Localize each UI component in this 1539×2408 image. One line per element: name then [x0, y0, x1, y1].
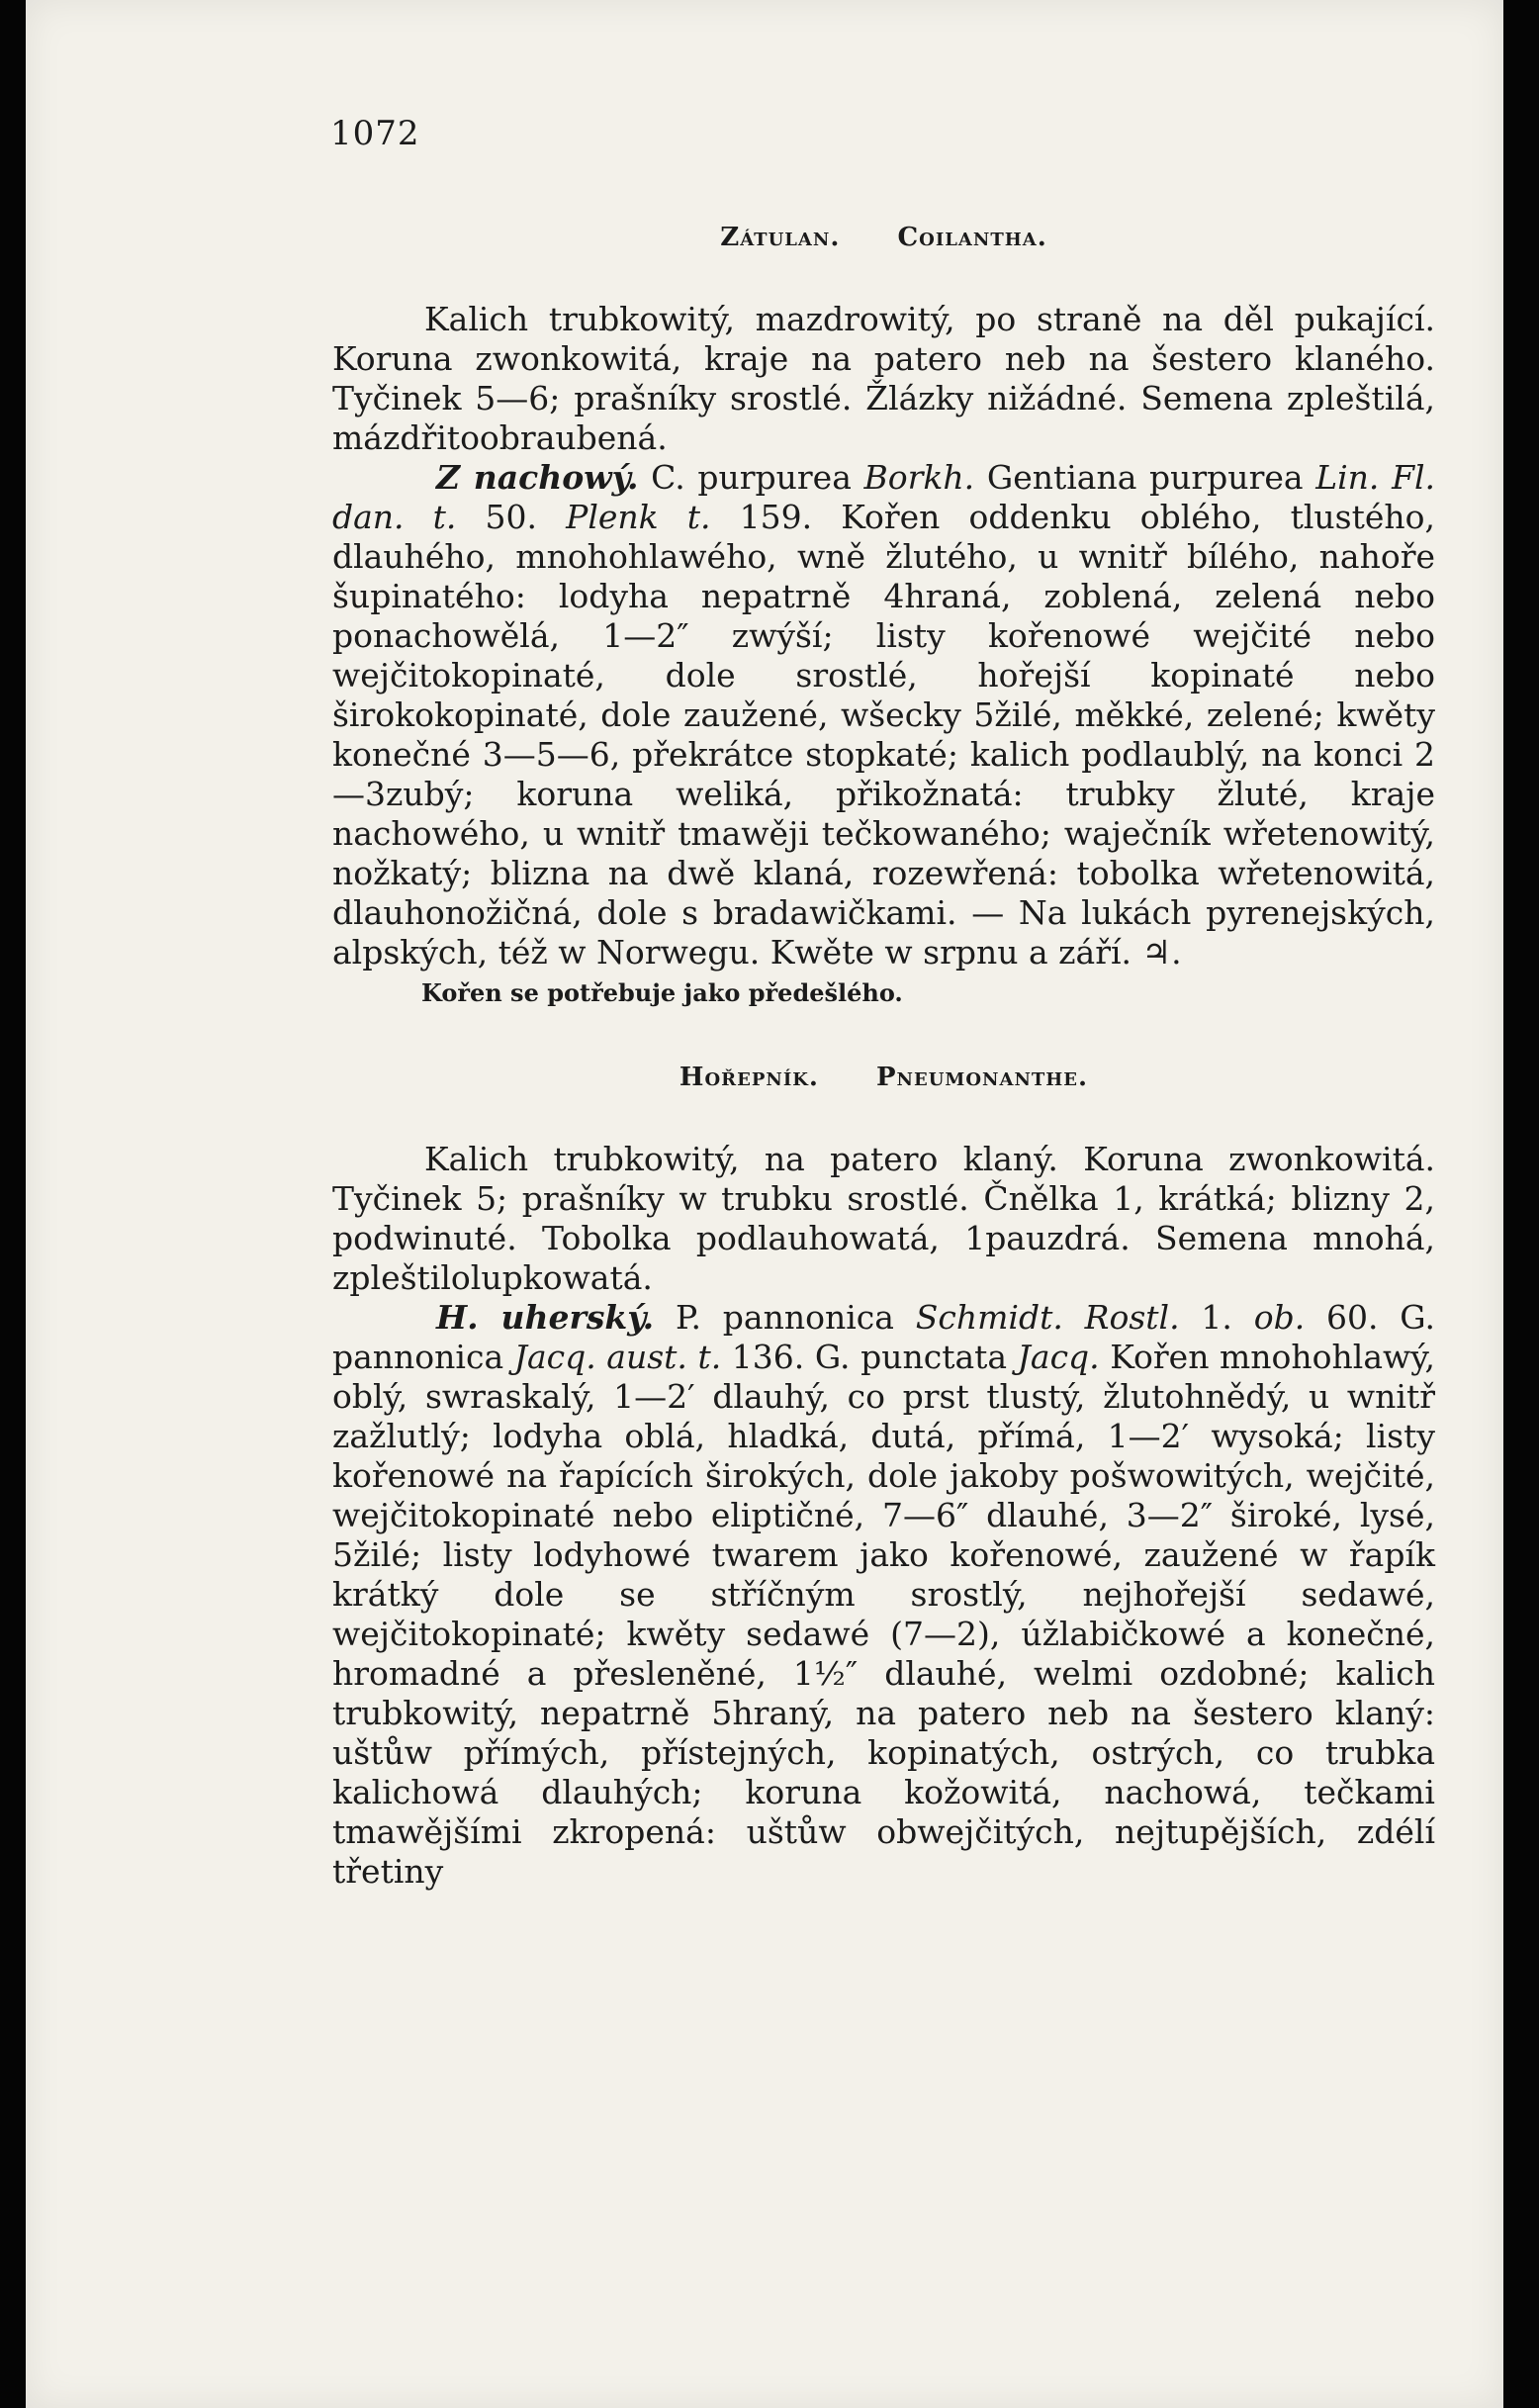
heading-czech: Hořepník. [679, 1063, 819, 1092]
synonym-2-author: Jacq. [1017, 1338, 1100, 1376]
genus-heading-pneumonanthe [332, 1063, 1435, 1092]
reference-ob: ob. [1253, 1298, 1306, 1337]
genus-description: Kalich trubkowitý, mazdrowitý, po straně na děl pukající. Koruna zwonkowitá, kraje na patero neb na šestero klaného. Tyčinek 5—6; prašníky srostlé. Žlázky nižádné. Semena zpleštilá, mázdřitoobraubená. [332, 300, 1435, 457]
synonym-author: Lin. [1315, 458, 1380, 497]
book-page [26, 0, 1503, 2408]
species-latin: C. purpurea [651, 458, 852, 497]
reference-number-2: 159. [739, 498, 813, 536]
page-number: 1072 [330, 114, 420, 153]
heading-latin: Pneumonanthe. [876, 1063, 1089, 1092]
heading-latin: Coilantha. [897, 223, 1047, 252]
species-author: Borkh. [863, 458, 975, 497]
synonym-reference: Jacq. aust. t. [513, 1338, 722, 1376]
species-entry-purpurea [332, 458, 1435, 972]
usage-note: Kořen se potřebuje jako předešlého. [421, 978, 903, 1007]
species-entry-pannonica [332, 1298, 1435, 1892]
species-latin: P. pannonica [675, 1298, 894, 1337]
synonym-number: 136. [731, 1338, 805, 1376]
reference-number: 60. [1326, 1298, 1379, 1337]
species-author: Schmidt. Rostl. [915, 1298, 1180, 1337]
reference-plenk: Plenk t. [566, 498, 711, 536]
page-content [332, 114, 1435, 1892]
species-description: Kořen mnohohlawý, oblý, swraskalý, 1—2′ dlauhý, co prst tlustý, žlutohnědý, u wnitř zažlutlý; lodyha oblá, hladká, dutá, přímá, 1—2′ wysoká; listy kořenowé na řapících širokých, dole jakoby pošwowitých, wejčité, wejčitokopinaté nebo eliptičné, 7—6″ dlauhé, 3—2″ široké, lysé, 5žilé; listy lodyhowé twarem jako kořenowé, zaužené w řapík krátký dole se stříčným srostlý, nejhořejší sedawé, wejčitokopinaté; kwěty sedawé (7—2), úžlabičkowé a konečné, hromadné a přesleněné, 1½″ dlauhé, welmi ozdobné; kalich trubkowitý, nepatrně 5hraný, na patero neb na šestero klaný: uštůw přímých, přístejných, kopinatých, ostrých, co trubka kalichowá dlauhých; koruna kožowitá, nachowá, tečkami tmawějšími zkropená: uštůw obwejčitých, nejtupějších, zdélí třetiny [332, 1338, 1436, 1891]
reference-volume: 1. [1201, 1298, 1232, 1337]
species-description: Kořen oddenku oblého, tlustého, dlauhého, mnohohlawého, wně žlutého, u wnitř bílého, nahoře šupinatého: lodyha nepatrně 4hraná, zoblená, zelená nebo ponachowělá, 1—2″ zwýší; listy kořenowé wejčité nebo wejčitokopinaté, dole srostlé, hořejší kopinaté nebo širokokopinaté, dole zaužené, wšecky 5žilé, měkké, zelené; kwěty konečné 3—5—6, překrátce stopkaté; kalich podlaublý, na konci 2—3zubý; koruna weliká, přikožnatá: trubky žluté, kraje nachowého, u wnitř tmawěji tečkowaného; waječník wřetenowitý, nožkatý; blizna na dwě klaná, rozewřená: tobolka wřetenowitá, dlauhonožičná, dole s bradawičkami. — Na lukách pyrenejských, alpských, též w Norwegu. Kwěte w srpnu a září. ♃. [332, 498, 1435, 972]
genus-description-2: Kalich trubkowitý, na patero klaný. Koruna zwonkowitá. Tyčinek 5; prašníky w trubku srostlé. Čnělka 1, krátká; blizny 2, podwinuté. Tobolka podlauhowatá, 1pauzdrá. Semena mnohá, zpleštilolupkowatá. [332, 1140, 1435, 1297]
species-name: H. uherský. [436, 1298, 655, 1337]
reference-number: 50. [485, 498, 537, 536]
genus-heading-coilantha [332, 223, 1435, 252]
synonym: Gentiana purpurea [986, 458, 1304, 497]
reference-flora: Fl. dan. t. [332, 458, 1436, 536]
synonym: G. pannonica [332, 1298, 1435, 1376]
species-name: Z nachowý. [436, 458, 639, 497]
heading-czech: Zátulan. [720, 223, 841, 252]
synonym-2: G. punctata [814, 1338, 1008, 1376]
